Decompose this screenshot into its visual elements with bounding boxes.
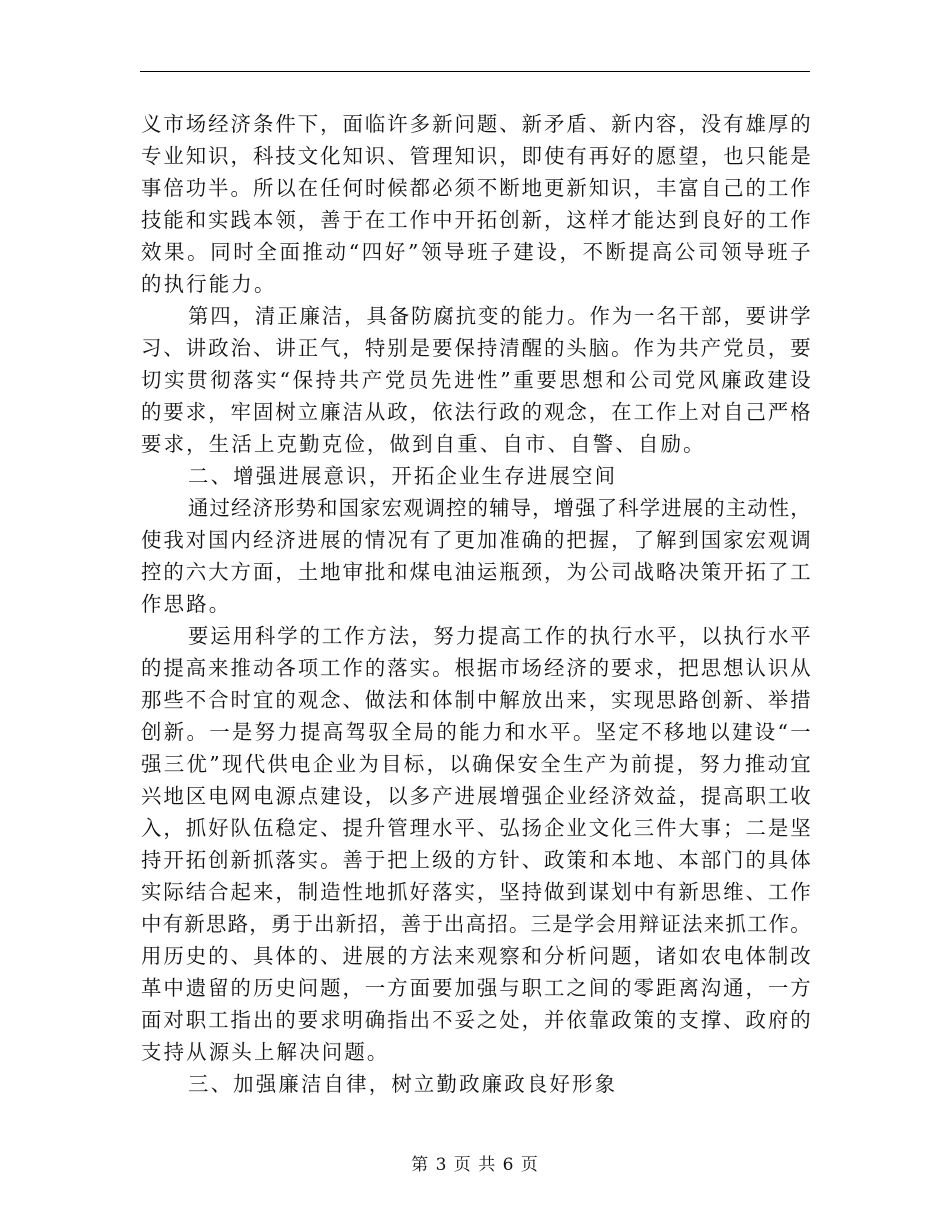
paragraph-start: 要运用科学的工作方法，努力提高工作的执行水平，以执行水平: [188, 624, 811, 648]
text-line: 效果。同时全面推动“四好”领导班子建设，不断提高公司领导班子: [141, 240, 811, 264]
text-line: 那些不合时宜的观念、做法和体制中解放出来，实现思路创新、举措: [141, 688, 811, 712]
text-line: 入，抓好队伍稳定、提升管理水平、弘扬企业文化三件大事；二是坚: [141, 816, 811, 840]
text-line: 切实贯彻落实“保持共产党员先进性”重要思想和公司党风廉政建设: [141, 368, 811, 392]
section-heading: 二、增强进展意识，开拓企业生存进展空间: [188, 464, 618, 488]
text-line: 强三优”现代供电企业为目标，以确保安全生产为前提，努力推动宜: [141, 752, 811, 776]
text-line: 习、讲政治、讲正气，特别是要保持清醒的头脑。作为共产党员，要: [141, 336, 811, 360]
text-line: 专业知识，科技文化知识、管理知识，即使有再好的愿望，也只能是: [141, 144, 811, 168]
text-line: 技能和实践本领，善于在工作中开拓创新，这样才能达到良好的工作: [141, 208, 811, 232]
body-text: [141, 108, 811, 1100]
text-line: 控的六大方面，土地审批和煤电油运瓶颈，为公司战略决策开拓了工: [141, 560, 811, 584]
text-line: 作思路。: [141, 592, 232, 616]
text-line: 事倍功半。所以在任何时候都必须不断地更新知识，丰富自己的工作: [141, 176, 811, 200]
text-line: 的要求，牢固树立廉洁从政，依法行政的观念，在工作上对自己严格: [141, 400, 811, 424]
text-line: 兴地区电网电源点建设，以多产进展增强企业经济效益，提高职工收: [141, 784, 811, 808]
text-line: 创新。一是努力提高驾驭全局的能力和水平。坚定不移地以建设“一: [141, 720, 811, 744]
text-line: 实际结合起来，制造性地抓好落实，坚持做到谋划中有新思维、工作: [141, 880, 811, 904]
paragraph-start: 通过经济形势和国家宏观调控的辅导，增强了科学进展的主动性，: [188, 496, 811, 520]
text-line: 的提高来推动各项工作的落实。根据市场经济的要求，把思想认识从: [141, 656, 811, 680]
paragraph-start: 第四，清正廉洁，具备防腐抗变的能力。作为一名干部，要讲学: [188, 304, 811, 328]
text-line: 支持从源头上解决问题。: [141, 1040, 390, 1064]
text-line: 的执行能力。: [141, 272, 277, 296]
text-line: 要求，生活上克勤克俭，做到自重、自市、自警、自励。: [141, 432, 706, 456]
page-number-footer: 第 3 页 共 6 页: [411, 1155, 539, 1175]
section-heading: 三、加强廉洁自律，树立勤政廉政良好形象: [188, 1072, 618, 1096]
text-line: 革中遗留的历史问题，一方面要加强与职工之间的零距离沟通，一方: [141, 976, 811, 1000]
text-line: 使我对国内经济进展的情况有了更加准确的把握，了解到国家宏观调: [141, 528, 811, 552]
text-line: 持开拓创新抓落实。善于把上级的方针、政策和本地、本部门的具体: [141, 848, 811, 872]
text-line: 义市场经济条件下，面临许多新问题、新矛盾、新内容，没有雄厚的: [141, 112, 811, 136]
text-line: 面对职工指出的要求明确指出不妥之处，并依靠政策的支撑、政府的: [141, 1008, 811, 1032]
text-line: 中有新思路，勇于出新招，善于出高招。三是学会用辩证法来抓工作。: [141, 912, 811, 936]
text-line: 用历史的、具体的、进展的方法来观察和分析问题，诸如农电体制改: [141, 944, 811, 968]
header-rule: [140, 71, 810, 72]
